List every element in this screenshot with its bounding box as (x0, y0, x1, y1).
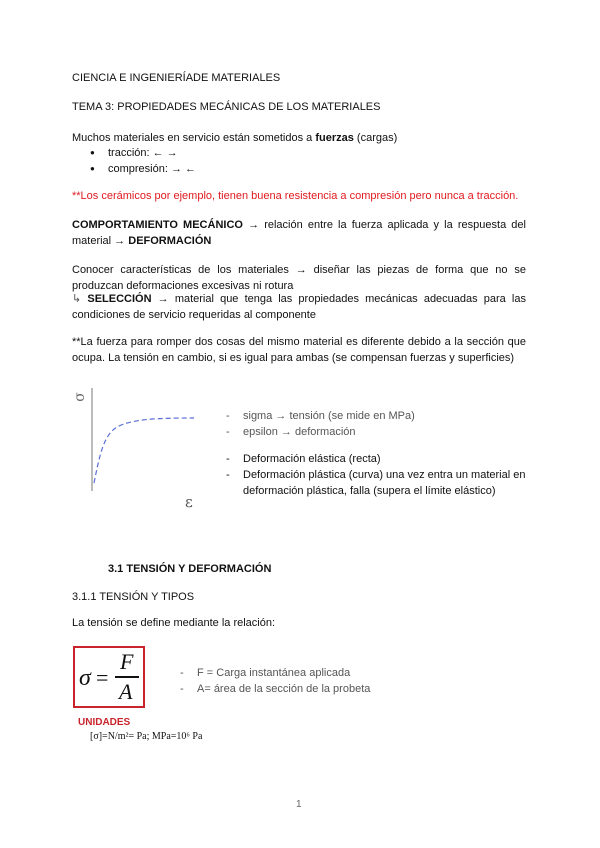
subsection-heading: 3.1.1 TENSIÓN Y TIPOS (72, 591, 195, 603)
units-title: UNIDADES (78, 717, 131, 728)
sigma-axis-label: σ (71, 392, 88, 402)
list-item: - Deformación elástica (recta) (226, 451, 526, 467)
epsilon-axis-label: ε (185, 493, 193, 511)
definition-text: La tensión se define mediante la relación: (72, 617, 276, 629)
stress-formula (73, 646, 145, 708)
formula-numerator: F (120, 649, 134, 674)
course-title: CIENCIA E INGENIERÍADE MATERIALES (72, 72, 281, 84)
list-item: - F = Carga instantánea aplicada (180, 665, 480, 681)
formula-sigma: σ (79, 665, 91, 691)
section-heading: 3.1 TENSIÓN Y DEFORMACIÓN (108, 563, 272, 575)
formula-denominator: A (119, 679, 133, 704)
selection-paragraph: ↳ SELECCIÓN → material que tenga las propiedades mecánicas adecuadas para las condiciones de servicio requeridas al componente (72, 293, 526, 321)
force-types-list (90, 145, 490, 177)
page-number: 1 (296, 799, 302, 810)
list-item: - Deformación plástica (curva) una vez entra un material en deformación plástica, falla (supera el límite elástico) (226, 467, 526, 499)
list-item: ● tracción: ← → (90, 145, 490, 161)
deformation-types-list (226, 451, 526, 499)
graph-symbols-list (226, 408, 526, 440)
list-item: - sigma → tensión (se mide en MPa) (226, 408, 526, 424)
design-paragraph: Conocer características de los materiales → diseñar las piezas de forma que no se produzcan deformaciones excesivas ni rotura (72, 264, 526, 292)
behavior-paragraph: COMPORTAMIENTO MECÁNICO → relación entre la fuerza aplicada y la respuesta del material → DEFORMACIÓN (72, 219, 526, 247)
intro-paragraph: Muchos materiales en servicio están sometidos a fuerzas (cargas) (72, 132, 398, 144)
stress-strain-curve (94, 418, 194, 483)
force-note: **La fuerza para romper dos cosas del mismo material es diferente debido a la sección que ocupa. La tensión en cambio, si es igual para ambas (se compensan fuerzas y superficies) (72, 336, 526, 364)
list-item: - A= área de la sección de la probeta (180, 681, 480, 697)
formula-equals: = (96, 665, 109, 690)
formula-variables-list (180, 665, 480, 697)
list-item: - epsilon → deformación (226, 424, 526, 440)
ceramics-note: **Los cerámicos por ejemplo, tienen buena resistencia a compresión pero nunca a tracción. (72, 190, 519, 202)
fraction-bar (115, 676, 139, 678)
list-item: ● compresión: → ← (90, 161, 490, 177)
units-formula: [σ]=N/m²= Pa; MPa=10⁶ Pa (90, 731, 203, 742)
topic-title: TEMA 3: PROPIEDADES MECÁNICAS DE LOS MATERIALES (72, 101, 381, 113)
